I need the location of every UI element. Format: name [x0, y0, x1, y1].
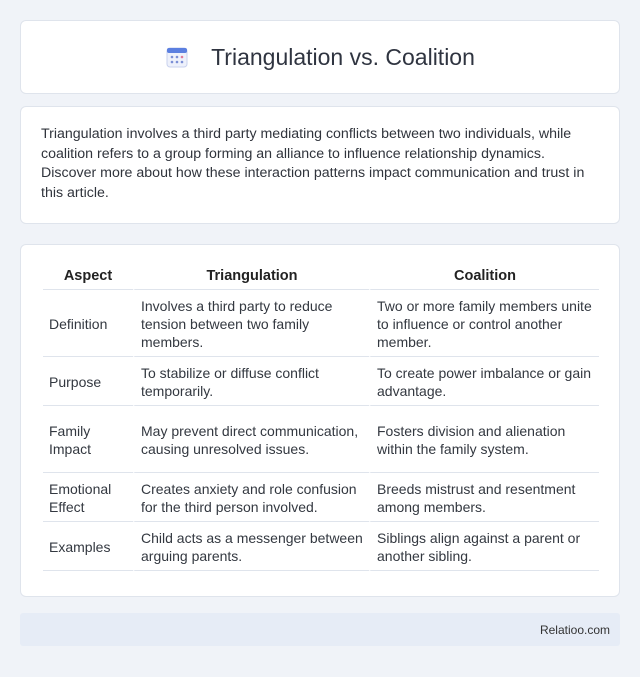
table-row [43, 290, 599, 357]
row-coalition: Siblings align against a parent or another sibling. [369, 522, 599, 571]
footer-brand[interactable]: Relatioo.com [539, 622, 610, 637]
row-triangulation: Creates anxiety and role confusion for the third person involved. [133, 473, 369, 522]
page-title: Triangulation vs. Coalition [211, 43, 475, 70]
table-header-row [43, 263, 599, 290]
row-coalition: Two or more family members unite to influence or control another member. [369, 290, 599, 357]
calendar-icon [165, 45, 189, 69]
title-card [20, 20, 620, 94]
row-triangulation: To stabilize or diffuse conflict temporarily. [133, 357, 369, 406]
footer [20, 613, 620, 646]
row-aspect: Emotional Effect [43, 473, 133, 522]
comparison-table [43, 263, 599, 571]
comparison-table-card [20, 244, 620, 597]
row-coalition: To create power imbalance or gain advantage. [369, 357, 599, 406]
row-coalition: Fosters division and alienation within the family system. [369, 406, 599, 473]
intro-text: Triangulation involves a third party mediating conflicts between two individuals, while coalition refers to a group forming an alliance to influence relationship dynamics. Discover more about how these interaction patterns impact communication and trust in this article. [41, 126, 585, 201]
table-row [43, 357, 599, 406]
row-aspect: Definition [43, 290, 133, 357]
row-triangulation: May prevent direct communication, causing unresolved issues. [133, 406, 369, 473]
row-aspect: Purpose [43, 357, 133, 406]
table-row [43, 406, 599, 473]
row-triangulation: Child acts as a messenger between arguing parents. [133, 522, 369, 571]
row-aspect: Examples [43, 522, 133, 571]
header-coalition: Coalition [369, 263, 599, 290]
row-coalition: Breeds mistrust and resentment among members. [369, 473, 599, 522]
table-row [43, 522, 599, 571]
table-row [43, 473, 599, 522]
intro-card [20, 106, 620, 224]
header-triangulation: Triangulation [133, 263, 369, 290]
row-aspect: Family Impact [43, 406, 133, 473]
header-aspect: Aspect [43, 263, 133, 290]
row-triangulation: Involves a third party to reduce tension between two family members. [133, 290, 369, 357]
